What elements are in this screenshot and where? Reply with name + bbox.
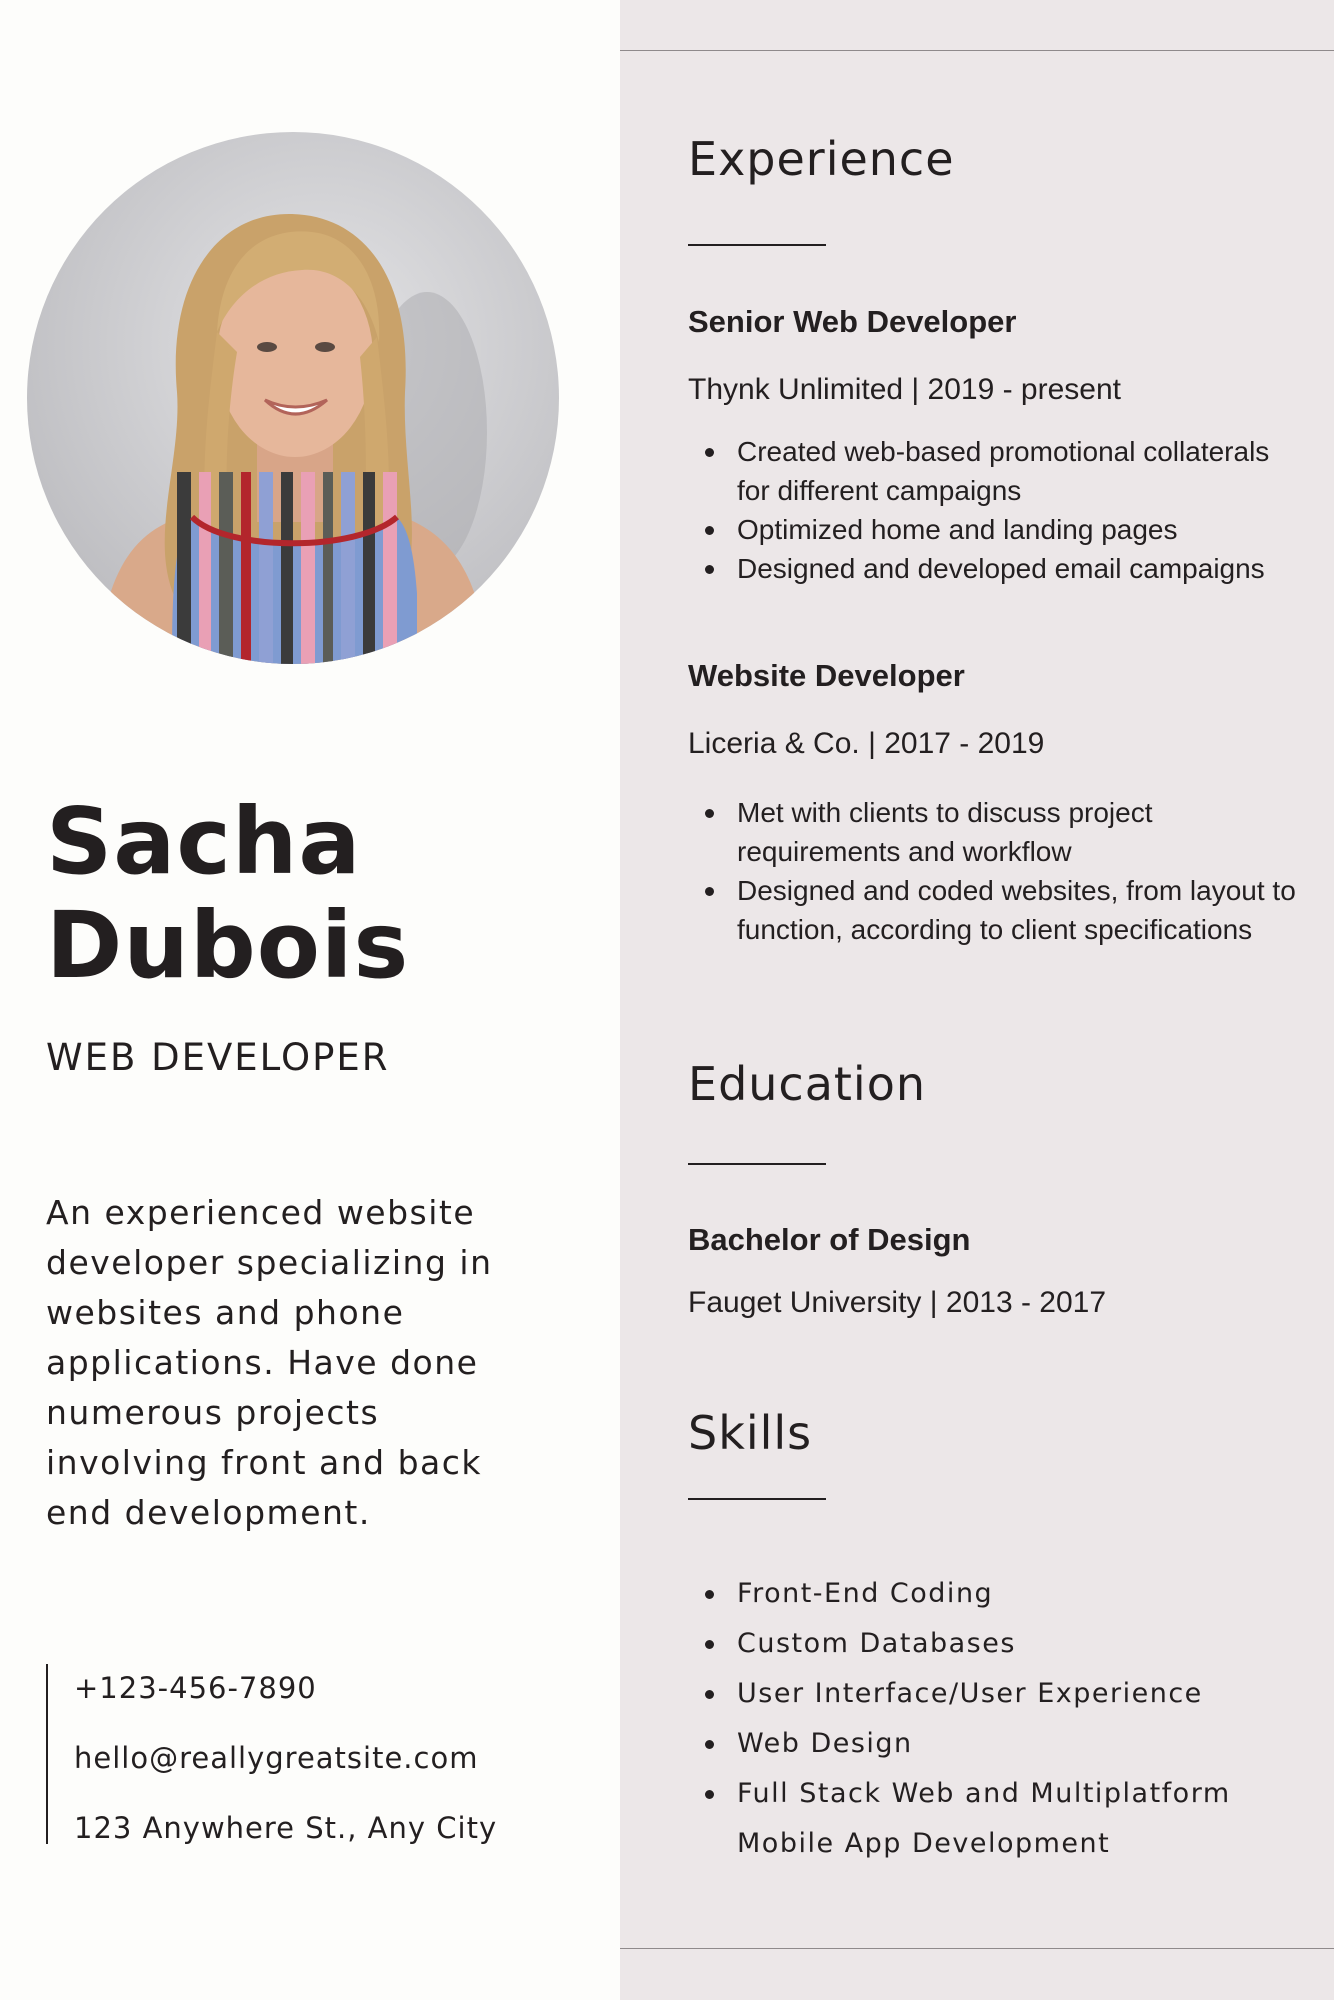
profile-photo — [27, 132, 559, 664]
education-meta: Fauget University | 2013 - 2017 — [688, 1286, 1107, 1319]
job-2-meta: Liceria & Co. | 2017 - 2019 — [688, 727, 1045, 760]
list-item: Web Design — [688, 1719, 1308, 1769]
list-item: Designed and developed email campaigns — [688, 549, 1298, 588]
list-item: Met with clients to discuss project requirements and workflow — [688, 793, 1298, 871]
education-heading: Education — [688, 1057, 927, 1111]
list-item: Created web-based promotional collaterals for different campaigns — [688, 432, 1298, 510]
profile-photo-illustration — [27, 132, 559, 664]
education-rule — [688, 1163, 826, 1165]
skills-heading: Skills — [688, 1406, 813, 1460]
job-1-meta: Thynk Unlimited | 2019 - present — [688, 373, 1121, 406]
job-2-title: Website Developer — [688, 658, 965, 693]
list-item: Full Stack Web and Multiplatform Mobile App Development — [688, 1769, 1308, 1869]
experience-heading: Experience — [688, 132, 955, 186]
list-item: Front-End Coding — [688, 1569, 1308, 1619]
list-item: Custom Databases — [688, 1619, 1308, 1669]
education-degree: Bachelor of Design — [688, 1222, 971, 1257]
contact-address: 123 Anywhere St., Any City — [74, 1811, 498, 1845]
experience-rule — [688, 244, 826, 246]
first-name: Sacha — [46, 788, 362, 895]
skills-list — [688, 1569, 1308, 1869]
skills-rule — [688, 1498, 826, 1500]
list-item: User Interface/User Experience — [688, 1669, 1308, 1719]
contact-email: hello@reallygreatsite.com — [74, 1741, 479, 1775]
last-name: Dubois — [46, 892, 410, 999]
full-name — [46, 790, 409, 998]
contact-block — [46, 1664, 497, 1844]
list-item: Designed and coded websites, from layout to function, according to client specifications — [688, 871, 1298, 949]
job-role: WEB DEVELOPER — [46, 1036, 390, 1079]
job-1-bullets — [688, 432, 1298, 588]
job-1-title: Senior Web Developer — [688, 304, 1017, 339]
job-2-bullets — [688, 793, 1298, 949]
list-item: Optimized home and landing pages — [688, 510, 1298, 549]
top-divider — [620, 50, 1334, 51]
profile-summary: An experienced website developer specializing in websites and phone applications. Have done numerous projects involving front and back end development. — [46, 1193, 493, 1532]
bottom-divider — [620, 1948, 1334, 1949]
contact-phone: +123-456-7890 — [74, 1671, 317, 1705]
